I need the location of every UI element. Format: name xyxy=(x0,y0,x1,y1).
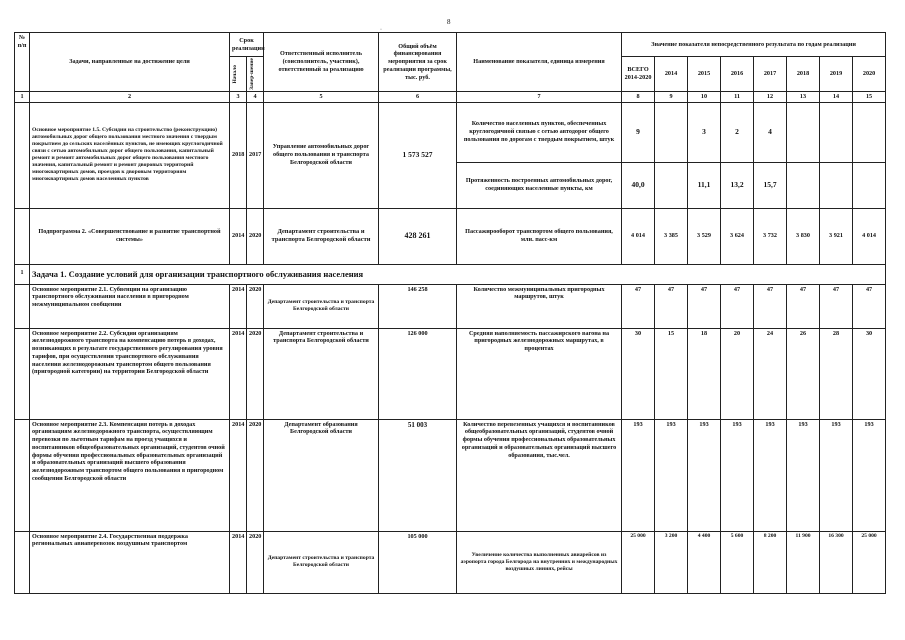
activity-1-5-start: 2018 xyxy=(230,102,247,208)
activity-2-3-text: Основное мероприятие 2.3. Компенсация потерь в доходах организациям железнодорожного транспорта, осуществляющим перевозки по льготным тарифам на проезд учащихся и воспитанников общеобразовательных организаций, студентов очной формы обучения профессиональных образовательных организаций и образовательных организаций высшего образования железнодорожным транспортом общего пользования в пригородном сообщении Белгородской области xyxy=(30,419,230,531)
header-values-title: Значение показателя непосредственного результата по годам реализации xyxy=(622,33,886,57)
activity-2-4-indicator: Увеличение количества выполненных авиарейсов из аэропорта города Белгорода на внутренних и международных воздушных линиях, рейсы xyxy=(457,531,622,593)
subprogram-2-executor: Департамент строительства и транспорта Белгородской области xyxy=(264,208,379,264)
header-executor: Ответственный исполнитель (соисполнитель, участник), ответственный за реализацию xyxy=(264,33,379,92)
value-cell: 18 xyxy=(688,328,721,419)
table-row-2-3 xyxy=(15,419,886,531)
activity-2-4-end: 2020 xyxy=(247,531,264,593)
value-cell: 3 624 xyxy=(721,208,754,264)
column-number: 1 xyxy=(15,91,30,102)
activity-1-5-indicator-1: Количество населенных пунктов, обеспеченных круглогодичной связью с сетью автодорог общего пользования по дорогам с твердым покрытием, штук xyxy=(457,102,622,162)
column-number: 9 xyxy=(655,91,688,102)
value-cell xyxy=(787,102,820,162)
value-cell: 3 385 xyxy=(655,208,688,264)
header-num: № п/п xyxy=(15,33,30,92)
table-row-2-2 xyxy=(15,328,886,419)
task-1-num: 1 xyxy=(15,264,30,284)
value-cell: 47 xyxy=(688,284,721,328)
activity-2-2-executor: Департамент строительства и транспорта Белгородской области xyxy=(264,328,379,419)
header-year: 2015 xyxy=(688,57,721,92)
value-cell: 193 xyxy=(622,419,655,531)
column-number: 11 xyxy=(721,91,754,102)
column-number: 10 xyxy=(688,91,721,102)
activity-2-2-end: 2020 xyxy=(247,328,264,419)
value-cell: 15 xyxy=(655,328,688,419)
table-row-2-4 xyxy=(15,531,886,593)
value-cell: 5 600 xyxy=(721,531,754,593)
activity-2-4-funding: 105 000 xyxy=(379,531,457,593)
column-number: 7 xyxy=(457,91,622,102)
value-cell: 30 xyxy=(853,328,886,419)
activity-2-4-executor: Департамент строительства и транспорта Белгородской области xyxy=(264,531,379,593)
column-numbers-row xyxy=(15,91,886,102)
column-number: 2 xyxy=(30,91,230,102)
activity-1-5-text: Основное мероприятие 1.5. Субсидии на строительство (реконструкцию) автомобильных дорог общего пользования местного значения с твердым покрытием до сельских населённых пунктов, не имеющих круглогодичной связи с сетью автомобильных дорог общего пользования, капитальный ремонт и ремонт автомобильных дорог общего пользования местного значения, капитальный ремонт и ремонт дворовых территорий многоквартирных домов, проездов к дворовым территориям многоквартирных домов населенных пунктов xyxy=(30,102,230,208)
value-cell xyxy=(853,162,886,208)
subprogram-2-indicator: Пассажирооборот транспортом общего пользования, млн. пасс-км xyxy=(457,208,622,264)
value-cell: 30 xyxy=(622,328,655,419)
activity-2-1-executor: Департамент строительства и транспорта Белгородской области xyxy=(264,284,379,328)
table-row-1-5-a xyxy=(15,102,886,162)
header-funding: Общий объём финансирования мероприятия за срок реализации программы, тыс. руб. xyxy=(379,33,457,92)
column-number: 6 xyxy=(379,91,457,102)
subprogram-2-text: Подпрограмма 2. «Совершенствование и развитие транспортной системы» xyxy=(30,208,230,264)
value-cell: 11,1 xyxy=(688,162,721,208)
value-cell: 193 xyxy=(820,419,853,531)
activity-2-3-end: 2020 xyxy=(247,419,264,531)
activity-2-1-funding: 146 258 xyxy=(379,284,457,328)
value-cell: 15,7 xyxy=(754,162,787,208)
value-cell: 9 xyxy=(622,102,655,162)
subprogram-2-start: 2014 xyxy=(230,208,247,264)
header-row-1 xyxy=(15,33,886,57)
activity-2-1-end: 2020 xyxy=(247,284,264,328)
activity-2-3-funding: 51 003 xyxy=(379,419,457,531)
header-end: Завер-шение xyxy=(247,57,264,92)
scan-dot: · xyxy=(380,27,382,33)
value-cell: 3 529 xyxy=(688,208,721,264)
value-cell: 3 921 xyxy=(820,208,853,264)
value-cell: 40,0 xyxy=(622,162,655,208)
value-cell: 193 xyxy=(754,419,787,531)
header-year: 2016 xyxy=(721,57,754,92)
value-cell: 4 014 xyxy=(853,208,886,264)
value-cell xyxy=(820,162,853,208)
value-cell: 8 200 xyxy=(754,531,787,593)
value-cell: 16 300 xyxy=(820,531,853,593)
column-number: 12 xyxy=(754,91,787,102)
value-cell: 2 xyxy=(721,102,754,162)
value-cell: 24 xyxy=(754,328,787,419)
subprogram-2-end: 2020 xyxy=(247,208,264,264)
activity-1-5-indicator-2: Протяженность построенных автомобильных дорог, соединяющих населенные пункты, км xyxy=(457,162,622,208)
value-cell: 47 xyxy=(853,284,886,328)
value-cell: 11 900 xyxy=(787,531,820,593)
value-cell: 3 732 xyxy=(754,208,787,264)
header-term: Срок реализации xyxy=(230,33,264,57)
value-cell: 193 xyxy=(853,419,886,531)
value-cell: 47 xyxy=(622,284,655,328)
header-start: Начало xyxy=(230,57,247,92)
value-cell: 13,2 xyxy=(721,162,754,208)
header-total: ВСЕГО 2014-2020 xyxy=(622,57,655,92)
row-num-cell xyxy=(15,328,30,419)
value-cell: 47 xyxy=(820,284,853,328)
page-number: 8 xyxy=(447,18,451,26)
value-cell: 25 000 xyxy=(853,531,886,593)
activity-2-3-executor: Департамент образования Белгородской области xyxy=(264,419,379,531)
value-cell: 20 xyxy=(721,328,754,419)
value-cell: 4 400 xyxy=(688,531,721,593)
column-number: 15 xyxy=(853,91,886,102)
column-number: 8 xyxy=(622,91,655,102)
activity-2-1-start: 2014 xyxy=(230,284,247,328)
activity-2-2-funding: 126 000 xyxy=(379,328,457,419)
value-cell: 193 xyxy=(655,419,688,531)
value-cell: 193 xyxy=(787,419,820,531)
activity-2-4-text: Основное мероприятие 2.4. Государственная поддержка региональных авиаперевозок воздушным транспортом xyxy=(30,531,230,593)
row-num-cell xyxy=(15,208,30,264)
header-year: 2014 xyxy=(655,57,688,92)
value-cell: 3 xyxy=(688,102,721,162)
row-num-cell xyxy=(15,284,30,328)
program-table xyxy=(14,32,886,594)
activity-1-5-executor: Управление автомобильных дорог общего пользования и транспорта Белгородской области xyxy=(264,102,379,208)
header-year: 2019 xyxy=(820,57,853,92)
value-cell: 3 830 xyxy=(787,208,820,264)
column-number: 4 xyxy=(247,91,264,102)
activity-2-3-indicator: Количество перевезенных учащихся и воспитанников общеобразовательных организаций, студентов очной формы обучения профессиональных образовательных организаций и образовательных организаций высшего образования, тыс.чел. xyxy=(457,419,622,531)
column-number: 3 xyxy=(230,91,247,102)
value-cell: 47 xyxy=(754,284,787,328)
row-num-cell xyxy=(15,531,30,593)
column-number: 5 xyxy=(264,91,379,102)
value-cell: 25 000 xyxy=(622,531,655,593)
row-num-cell xyxy=(15,419,30,531)
value-cell: 28 xyxy=(820,328,853,419)
activity-2-1-text: Основное мероприятие 2.1. Субвенции на организацию транспортного обслуживания населения в пригородном межмуниципальном сообщении xyxy=(30,284,230,328)
header-indicator: Наименование показателя, единица измерения xyxy=(457,33,622,92)
task-1-text: Задача 1. Создание условий для организации транспортного обслуживания населения xyxy=(30,264,886,284)
value-cell: 4 xyxy=(754,102,787,162)
activity-1-5-end: 2017 xyxy=(247,102,264,208)
value-cell: 4 014 xyxy=(622,208,655,264)
value-cell: 26 xyxy=(787,328,820,419)
activity-2-2-start: 2014 xyxy=(230,328,247,419)
activity-2-1-indicator: Количество межмуниципальных пригородных маршрутов, штук xyxy=(457,284,622,328)
value-cell xyxy=(853,102,886,162)
value-cell xyxy=(655,102,688,162)
row-num-cell xyxy=(15,102,30,208)
table-row-2-1 xyxy=(15,284,886,328)
activity-2-4-start: 2014 xyxy=(230,531,247,593)
header-year: 2018 xyxy=(787,57,820,92)
column-number: 14 xyxy=(820,91,853,102)
header-tasks: Задачи, направленные на достижение цели xyxy=(30,33,230,92)
activity-2-2-indicator: Средняя наполняемость пассажирского вагона на пригородных железнодорожных маршрутах, в процентах xyxy=(457,328,622,419)
value-cell: 193 xyxy=(721,419,754,531)
column-number: 13 xyxy=(787,91,820,102)
value-cell xyxy=(820,102,853,162)
activity-1-5-funding: 1 573 527 xyxy=(379,102,457,208)
header-year: 2017 xyxy=(754,57,787,92)
subprogram-2-funding: 428 261 xyxy=(379,208,457,264)
activity-2-2-text: Основное мероприятие 2.2. Субсидии организациям железнодорожного транспорта на компенсацию потерь в доходах, возникающих в результате государственного регулирования уровня тарифов, при осуществлении транспортного обслуживания населения железнодорожным транспортом общего пользования (пригородной категории) на территории Белгородской области xyxy=(30,328,230,419)
value-cell xyxy=(655,162,688,208)
header-year: 2020 xyxy=(853,57,886,92)
table-row-subprogram-2 xyxy=(15,208,886,264)
activity-2-3-start: 2014 xyxy=(230,419,247,531)
value-cell: 47 xyxy=(787,284,820,328)
value-cell: 47 xyxy=(721,284,754,328)
value-cell xyxy=(787,162,820,208)
value-cell: 193 xyxy=(688,419,721,531)
value-cell: 3 200 xyxy=(655,531,688,593)
table-row-task-1 xyxy=(15,264,886,284)
value-cell: 47 xyxy=(655,284,688,328)
